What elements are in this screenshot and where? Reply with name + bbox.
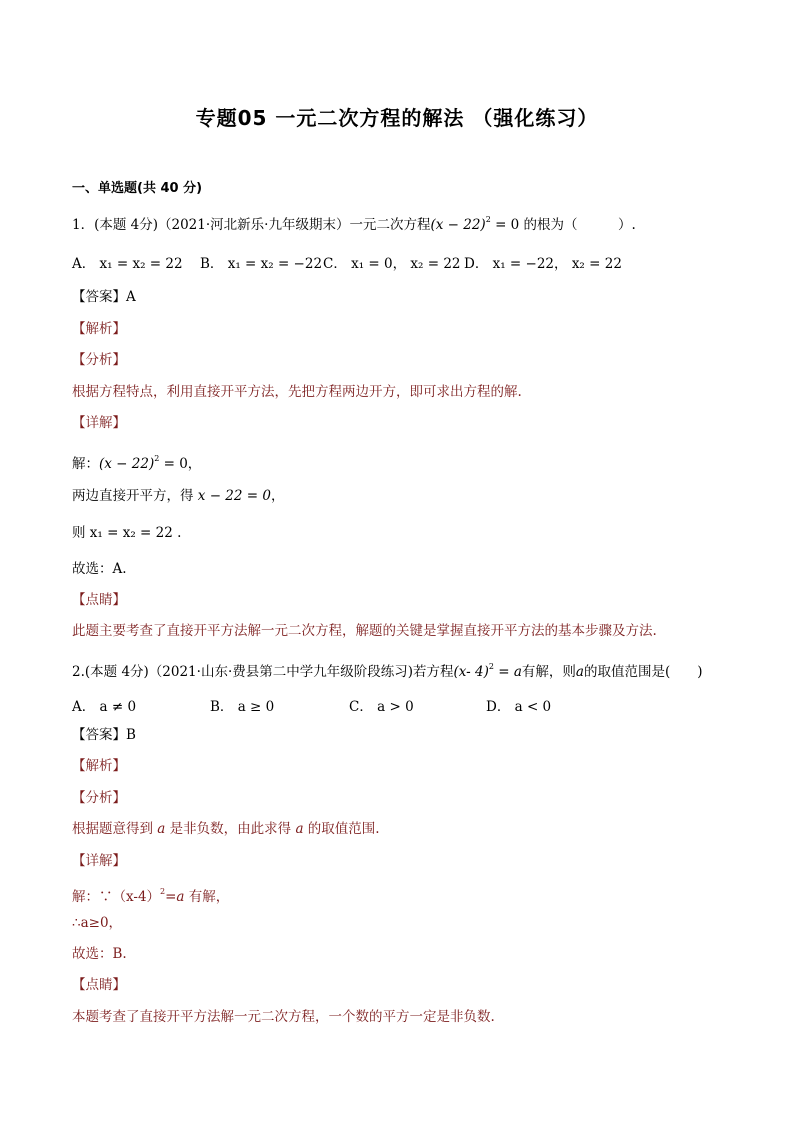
q2-fenxi-p3: 的取值范围. — [303, 821, 380, 837]
q2-step1-prefix: 解：∵（x-4） — [72, 889, 161, 905]
q1-dianjing-label: 【点睛】 — [72, 592, 126, 608]
q2-step1-mid: =a — [165, 889, 185, 905]
q1-choose: 故选：A. — [72, 561, 127, 577]
q2-step-1 — [72, 883, 229, 906]
q1-dianjing-text: 此题主要考查了直接开平方法解一元二次方程，解题的关键是掌握直接开平方法的基本步骤及方法. — [72, 623, 657, 639]
q1-option-c: C． x₁ = 0， x₂ = 22 — [323, 256, 461, 272]
q1-stem-suffix: = 0 的根为（ ）. — [490, 217, 636, 233]
q2-stem-end: 的取值范围是( ) — [583, 664, 703, 680]
q2-choose: 故选：B. — [72, 946, 127, 962]
q1-fenxi-text: 根据方程特点，利用直接开平方法，先把方程两边开方，即可求出方程的解. — [72, 384, 522, 400]
q2-jiexi-label: 【解析】 — [72, 758, 126, 774]
q1-step2-suffix: ， — [270, 488, 285, 504]
q1-option-a: A． x₁ = x₂ = 22 — [72, 256, 183, 272]
q1-step2-prefix: 两边直接开平方，得 — [72, 488, 198, 504]
q1-step2-expr: x − 22 = 0 — [197, 488, 271, 504]
q1-step1-prefix: 解： — [72, 456, 99, 472]
q1-step1-suffix: = 0， — [159, 456, 202, 472]
q1-option-d: D． x₁ = −22， x₂ = 22 — [464, 256, 622, 272]
q2-stem-expr: (x- 4) — [453, 664, 489, 680]
q1-stem-prefix: 1．(本题 4分)（2021·河北新乐·九年级期末）一元二次方程 — [72, 217, 431, 233]
q1-step-2 — [72, 487, 284, 505]
q1-jiexi-label: 【解析】 — [72, 321, 126, 337]
q2-dianjing-label: 【点睛】 — [72, 977, 126, 993]
section-heading: 一、单选题(共 40 分) — [72, 181, 203, 196]
q1-option-b: B． x₁ = x₂ = −22 — [200, 256, 323, 272]
q2-fenxi-label: 【分析】 — [72, 790, 126, 806]
q2-step1-suffix: 有解， — [184, 889, 230, 905]
q2-option-b: B． a ≥ 0 — [210, 699, 275, 715]
q1-step-1 — [72, 450, 201, 473]
q2-option-a: A． a ≠ 0 — [72, 699, 137, 715]
q1-step-3: 则 x₁ = x₂ = 22 . — [72, 525, 182, 541]
q2-option-c: C． a > 0 — [349, 699, 414, 715]
q1-stem-exp: 2 — [485, 215, 491, 224]
question-2-stem — [72, 658, 703, 681]
q2-stem-prefix: 2.(本题 4分)（2021·山东·费县第二中学九年级阶段练习)若方程 — [72, 664, 454, 680]
q2-stem-var: a — [575, 664, 584, 680]
q1-stem-expr: (x − 22) — [430, 217, 486, 233]
q2-fenxi-p2: 是非负数，由此求得 — [165, 821, 296, 837]
q2-stem-mid: = a — [493, 664, 522, 680]
q2-fenxi-p1: 根据题意得到 — [72, 821, 158, 837]
q2-stem-exp: 2 — [488, 662, 494, 671]
q2-option-d: D． a < 0 — [486, 699, 552, 715]
q1-step1-exp: 2 — [154, 454, 160, 463]
q1-answer: 【答案】A — [72, 289, 136, 305]
q1-fenxi-label: 【分析】 — [72, 352, 126, 368]
q2-step-2: ∴a≥0， — [72, 915, 123, 931]
q1-xiangjie-label: 【详解】 — [72, 415, 126, 431]
question-1-stem — [72, 211, 636, 234]
q2-fenxi-var2: a — [295, 821, 304, 837]
q2-step1-exp: 2 — [160, 887, 166, 896]
q2-answer: 【答案】B — [72, 727, 136, 743]
page-title: 专题05 一元二次方程的解法 （强化练习） — [195, 106, 599, 130]
q1-step1-expr: (x − 22) — [99, 456, 155, 472]
q2-dianjing-text: 本题考查了直接开平方法解一元二次方程，一个数的平方一定是非负数. — [72, 1009, 495, 1025]
q2-fenxi-text — [72, 820, 380, 838]
q2-xiangjie-label: 【详解】 — [72, 853, 126, 869]
q2-stem-suffix: 有解，则 — [521, 664, 576, 680]
q2-fenxi-var1: a — [157, 821, 166, 837]
